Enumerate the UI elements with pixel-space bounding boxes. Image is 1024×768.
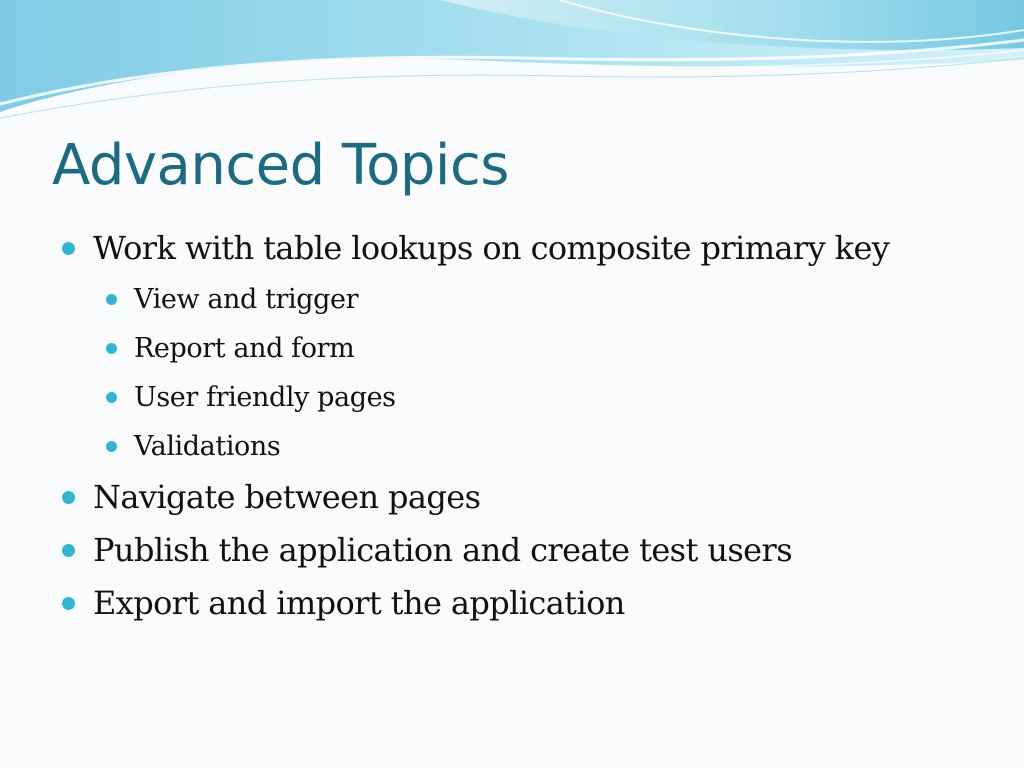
- bullet-dot-icon: [62, 242, 75, 255]
- sub-bullet-item: [106, 275, 1002, 324]
- sub-bullet-item: [106, 324, 1002, 373]
- bullet-item: [62, 524, 1002, 577]
- bullet-dot-icon: [106, 343, 117, 354]
- bullet-dot-icon: [62, 597, 75, 610]
- bullet-dot-icon: [106, 392, 117, 403]
- header-wave-decoration: [0, 0, 1024, 120]
- bullet-dot-icon: [62, 491, 75, 504]
- bullet-item: [62, 471, 1002, 524]
- bullet-item: [62, 577, 1002, 630]
- bullet-dot-icon: [106, 441, 117, 452]
- slide-title: Advanced Topics: [52, 133, 509, 198]
- bullet-item: [62, 222, 1002, 275]
- bullet-text: Publish the application and create test users: [93, 531, 793, 569]
- bullet-text: View and trigger: [134, 284, 359, 315]
- bullet-text: Work with table lookups on composite primary key: [93, 229, 890, 267]
- bullet-text: User friendly pages: [134, 382, 396, 413]
- bullet-dot-icon: [106, 294, 117, 305]
- bullet-text: Export and import the application: [93, 584, 625, 622]
- bullet-dot-icon: [62, 544, 75, 557]
- sub-bullet-item: [106, 373, 1002, 422]
- sub-bullet-item: [106, 422, 1002, 471]
- bullet-text: Validations: [134, 431, 281, 462]
- bullet-text: Navigate between pages: [93, 478, 481, 516]
- bullet-list: [62, 222, 1002, 630]
- bullet-text: Report and form: [134, 333, 355, 364]
